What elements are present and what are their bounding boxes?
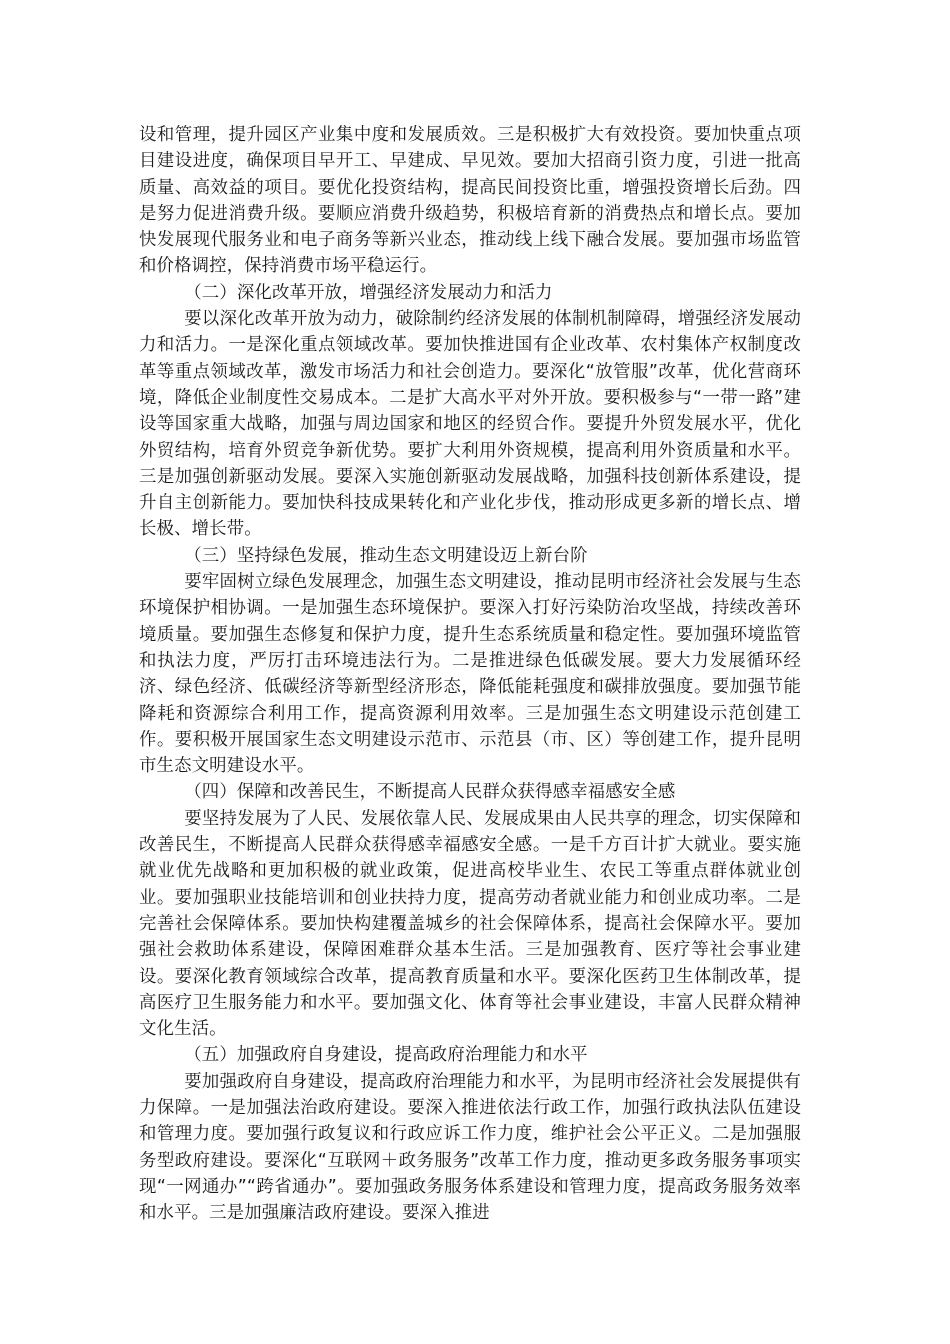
paragraph-section-2: 要以深化改革开放为动力，破除制约经济发展的体制机制障碍，增强经济发展动力和活力。一是深化重点领域改革。要加快推进国有企业改革、农村集体产权制度改革等重点领域改革，激发市场活力和社会创造力。要深化“放管服”改革，优化营商环境，降低企业制度性交易成本。二是扩大高水平对外开放。要积极参与“一带一路”建设等国家重大战略，加强与周边国家和地区的经贸合作。要提升外贸发展水平，优化外贸结构，培育外贸竞争新优势。要扩大利用外资规模，提高利用外资质量和水平。三是加强创新驱动发展。要深入实施创新驱动发展战略，加强科技创新体系建设，提升自主创新能力。要加快科技成果转化和产业化步伐，推动形成更多新的增长点、增长极、增长带。 <box>139 309 801 540</box>
section-heading-5: （五）加强政府自身建设，提高政府治理能力和水平 <box>184 1045 588 1066</box>
section-heading-4: （四）保障和改善民生，不断提高人民群众获得感幸福感安全感 <box>184 782 676 803</box>
paragraph-section-3: 要牢固树立绿色发展理念，加强生态文明建设，推动昆明市经济社会发展与生态环境保护相协调。一是加强生态环境保护。要深入打好污染防治攻坚战，持续改善环境质量。要加强生态修复和保护力度，提升生态系统质量和稳定性。要加强环境监管和执法力度，严厉打击环境违法行为。二是推进绿色低碳发展。要大力发展循环经济、绿色经济、低碳经济等新型经济形态，降低能耗强度和碳排放强度。要加强节能降耗和资源综合利用工作，提高资源利用效率。三是加强生态文明建设示范创建工作。要积极开展国家生态文明建设示范市、示范县（市、区）等创建工作，提升昆明市生态文明建设水平。 <box>139 572 801 777</box>
section-heading-3: （三）坚持绿色发展，推动生态文明建设迈上新台阶 <box>184 545 588 566</box>
paragraph-continued: 设和管理，提升园区产业集中度和发展质效。三是积极扩大有效投资。要加快重点项目建设进度，确保项目早开工、早建成、早见效。要加大招商引资力度，引进一批高质量、高效益的项目。要优化投资结构，提高民间投资比重，增强投资增长后劲。四是努力促进消费升级。要顺应消费升级趋势，积极培育新的消费热点和增长点。要加快发展现代服务业和电子商务等新兴业态，推动线上线下融合发展。要加强市场监管和价格调控，保持消费市场平稳运行。 <box>139 125 801 277</box>
paragraph-section-5: 要加强政府自身建设，提高政府治理能力和水平，为昆明市经济社会发展提供有力保障。一是加强法治政府建设。要深入推进依法行政工作，加强行政执法队伍建设和管理力度。要加强行政复议和行政应诉工作力度，维护社会公平正义。二是加强服务型政府建设。要深化“互联网＋政务服务”改革工作力度，推动更多政务服务事项实现“一网通办”“跨省通办”。要加强政务服务体系建设和管理力度，提高政务服务效率和水平。三是加强廉洁政府建设。要深入推进 <box>139 1071 801 1224</box>
document-page <box>139 122 801 1226</box>
section-heading-2: （二）深化改革开放，增强经济发展动力和活力 <box>184 282 553 303</box>
paragraph-section-4: 要坚持发展为了人民、发展依靠人民、发展成果由人民共享的理念，切实保障和改善民生，不断提高人民群众获得感幸福感安全感。一是千方百计扩大就业。要实施就业优先战略和更加积极的就业政策，促进高校毕业生、农民工等重点群体就业创业。要加强职业技能培训和创业扶持力度，提高劳动者就业能力和创业成功率。二是完善社会保障体系。要加快构建覆盖城乡的社会保障体系，提高社会保障水平。要加强社会救助体系建设，保障困难群众基本生活。三是加强教育、医疗等社会事业建设。要深化教育领域综合改革，提高教育质量和水平。要深化医药卫生体制改革，提高医疗卫生服务能力和水平。要加强文化、体育等社会事业建设，丰富人民群众精神文化生活。 <box>139 808 801 1040</box>
